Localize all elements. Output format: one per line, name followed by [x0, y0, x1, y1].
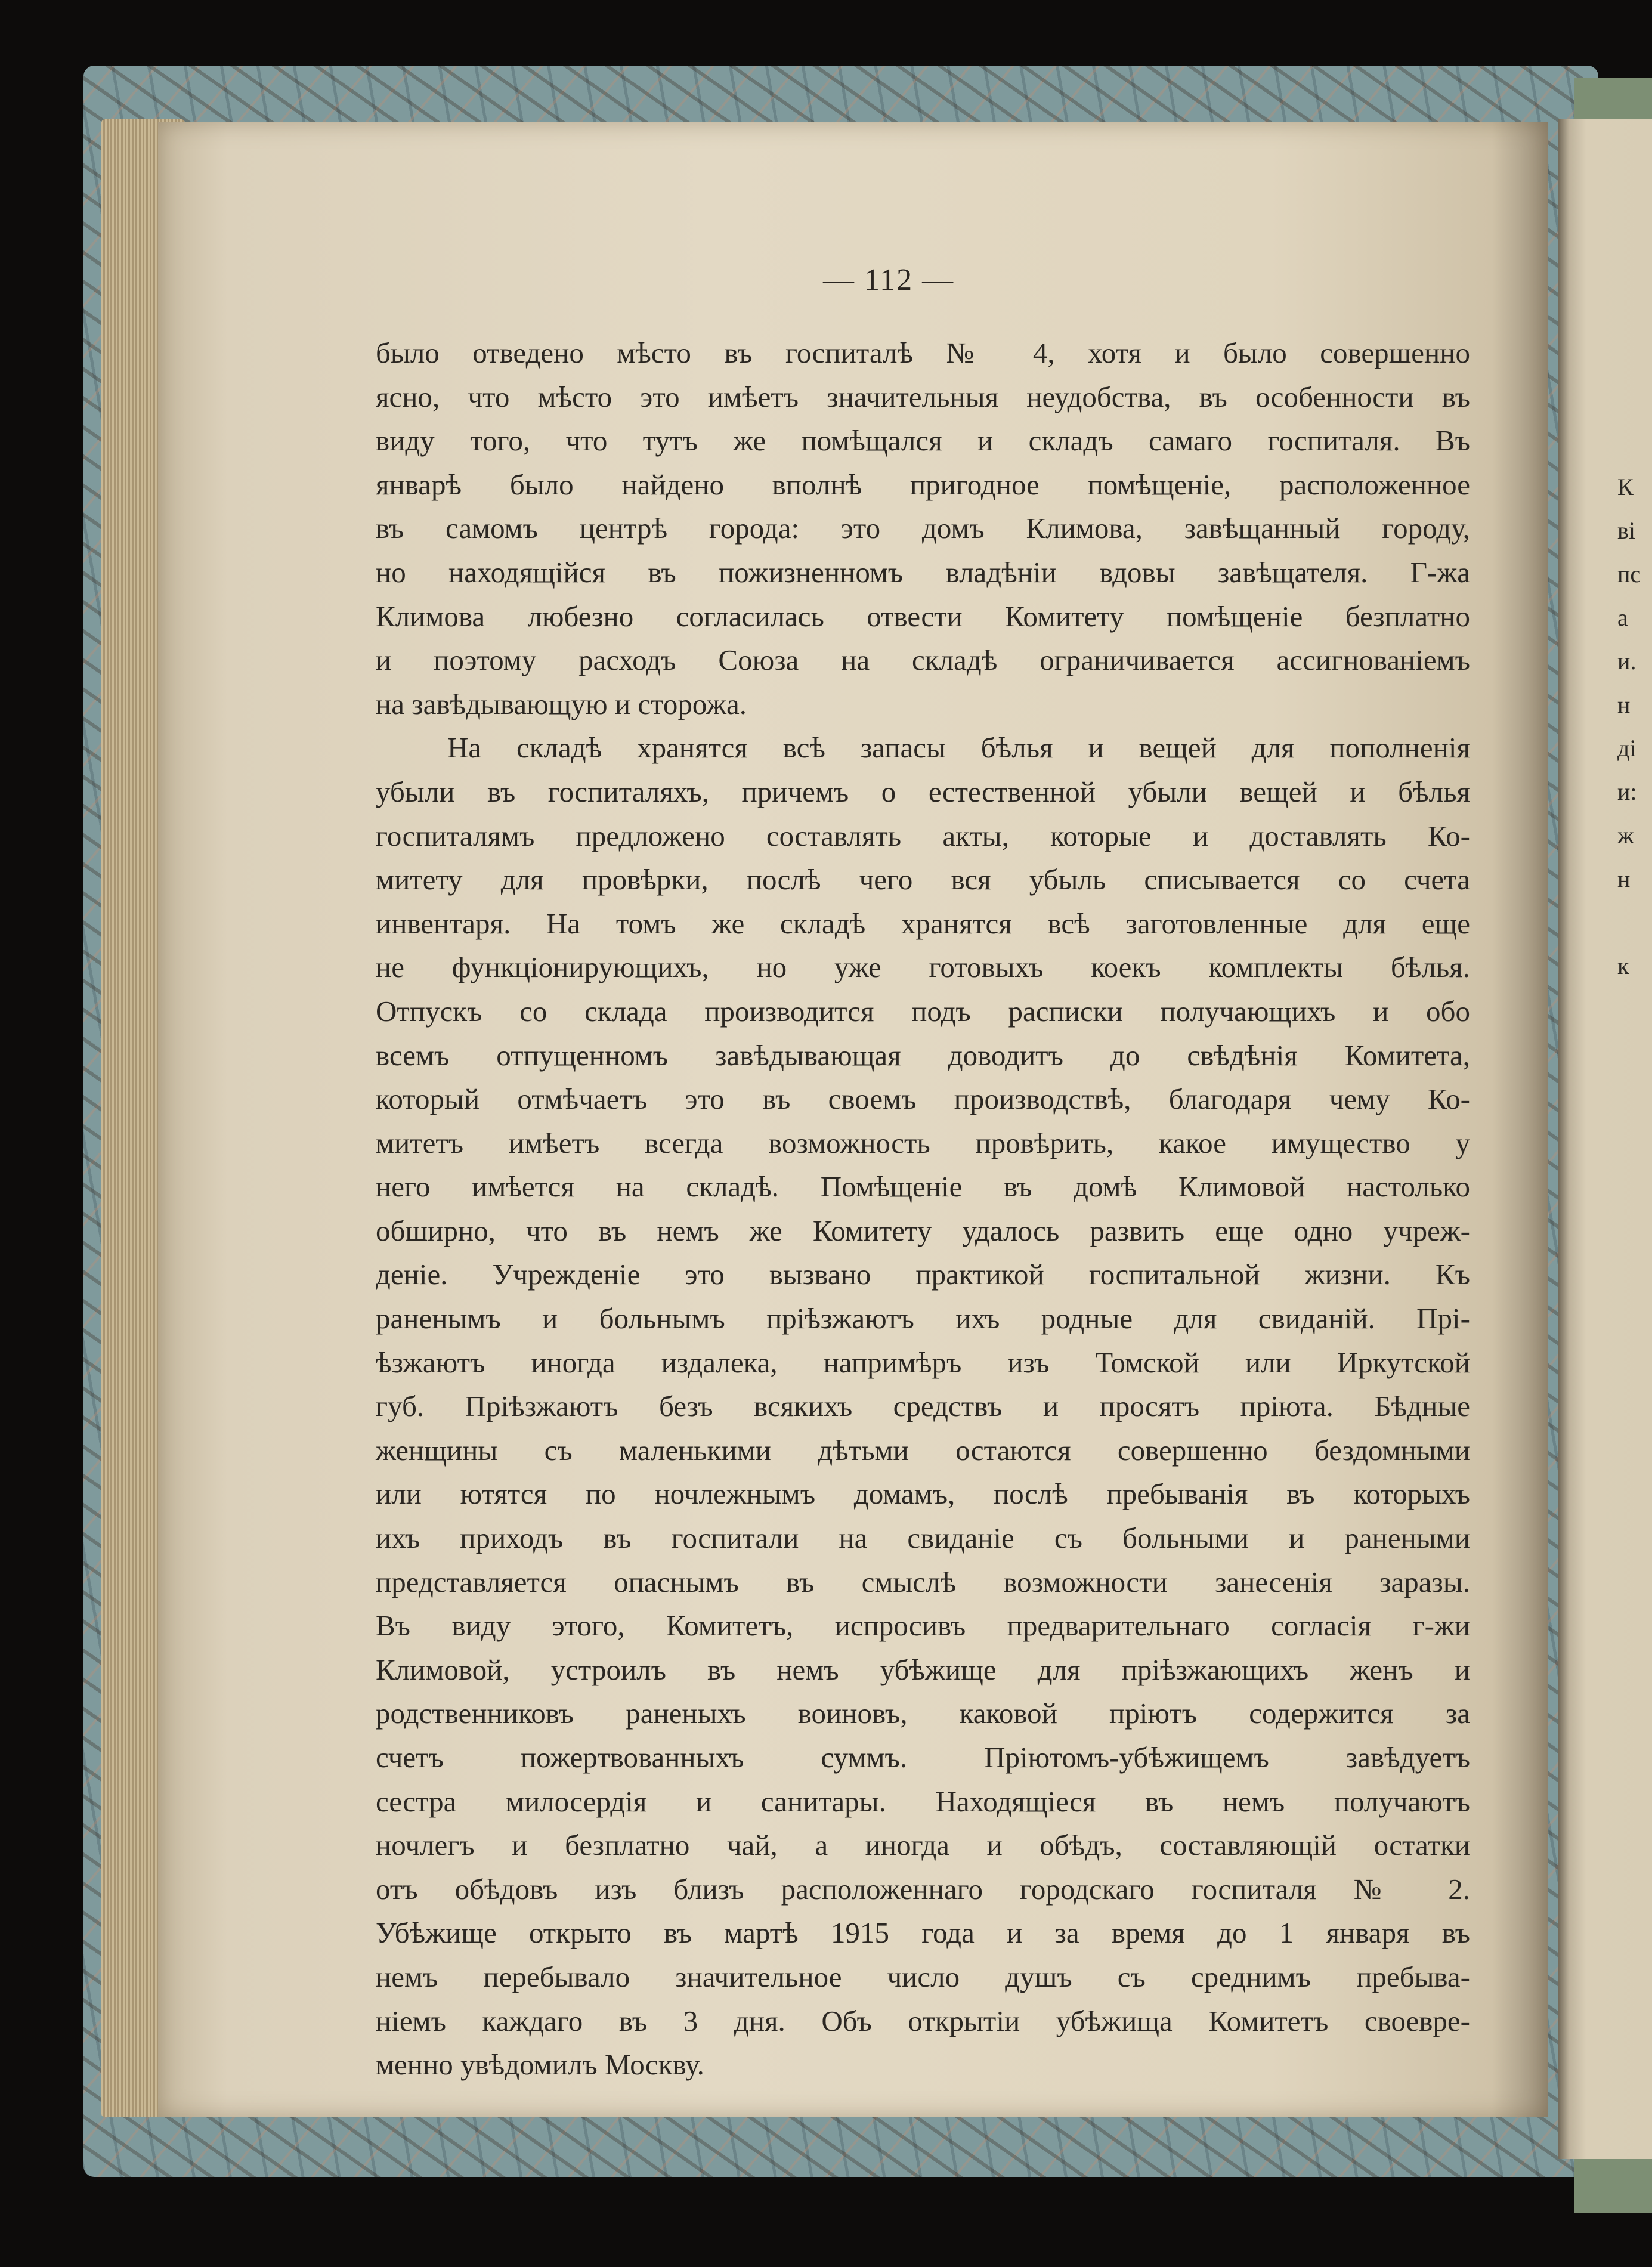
text-line: ночлегъ и безплатно чай, а иногда и обѣдъ, составляющій остатки: [376, 1829, 1470, 1862]
text-line: женщины съ маленькими дѣтьми остаются совершенно бездомными: [376, 1433, 1470, 1467]
text-line: губ. Пріѣзжаютъ безъ всякихъ средствъ и просятъ пріюта. Бѣдные: [376, 1390, 1470, 1423]
text-line: январѣ было найдено вполнѣ пригодное помѣщеніе, расположенное: [376, 468, 1470, 501]
text-line: убыли въ госпиталяхъ, причемъ о естественной убыли вещей и бѣлья: [376, 775, 1470, 808]
text-line: не функціонирующихъ, но уже готовыхъ коекъ комплекты бѣлья.: [376, 951, 1470, 984]
text-line: ѣзжаютъ иногда издалека, напримѣръ изъ Томской или Иркутской: [376, 1346, 1470, 1379]
text-line: госпиталямъ предложено составлять акты, которые и доставлять Ко-: [376, 819, 1470, 852]
facing-page-fragment: пс: [1617, 561, 1641, 587]
facing-page-fragment: [1617, 901, 1652, 944]
facing-page-fragment: а: [1617, 604, 1628, 631]
text-line: ихъ приходъ въ госпитали на свиданіе съ больными и ранеными: [376, 1521, 1470, 1555]
text-line: митету для провѣрки, послѣ чего вся убыль списывается со счета: [376, 863, 1470, 896]
facing-page-fragment: и:: [1617, 778, 1637, 805]
text-line: но находящійся въ пожизненномъ владѣніи вдовы завѣщателя. Г-жа: [376, 555, 1470, 589]
text-line: Климовой, устроилъ въ немъ убѣжище для пріѣзжающихъ женъ и: [376, 1653, 1470, 1686]
text-line: Убѣжище открыто въ мартѣ 1915 года и за время до 1 января въ: [376, 1916, 1470, 1950]
text-line: немъ перебывало значительное число душъ съ среднимъ пребыва-: [376, 1960, 1470, 1993]
facing-page-fragment: ді: [1617, 735, 1636, 762]
text-line: Въ виду этого, Комитетъ, испросивъ предварительнаго согласія г-жи: [376, 1609, 1470, 1643]
page-number: — 112 —: [823, 263, 955, 297]
facing-page-fragment: К: [1617, 474, 1634, 500]
text-line: всемъ отпущенномъ завѣдывающая доводитъ до свѣдѣнія Комитета,: [376, 1038, 1470, 1072]
body-text: [376, 331, 1470, 2087]
facing-page-fragment: н: [1617, 691, 1631, 718]
text-line: родственниковъ раненыхъ воиновъ, каковой пріютъ содержится за: [376, 1697, 1470, 1730]
facing-page-fragment: к: [1617, 952, 1629, 979]
text-line: инвентаря. На томъ же складѣ хранятся всѣ заготовленные для еще: [376, 907, 1470, 940]
facing-page: [1558, 119, 1652, 2159]
facing-page-text: [1617, 465, 1652, 988]
facing-page-fragment: ві: [1617, 517, 1635, 544]
text-line: Отпускъ со склада производится подъ расписки получающихъ и обо: [376, 994, 1470, 1028]
text-line: отъ обѣдовъ изъ близъ расположеннаго городскаго госпиталя № 2.: [376, 1872, 1470, 1906]
text-line: митетъ имѣетъ всегда возможность провѣрить, какое имущество у: [376, 1126, 1470, 1159]
text-line: или ютятся по ночлежнымъ домамъ, послѣ пребыванія въ которыхъ: [376, 1477, 1470, 1511]
text-line: деніе. Учрежденіе это вызвано практикой госпитальной жизни. Къ: [376, 1258, 1470, 1291]
text-line: виду того, что тутъ же помѣщался и складъ самаго госпиталя. Въ: [376, 424, 1470, 457]
text-line: на завѣдывающую и сторожа.: [376, 687, 747, 720]
text-line: Климова любезно согласилась отвести Комитету помѣщеніе безплатно: [376, 599, 1470, 633]
text-line: него имѣется на складѣ. Помѣщеніе въ домѣ Климовой настолько: [376, 1170, 1470, 1204]
text-line: ніемъ каждаго въ 3 дня. Объ открытіи убѣжища Комитетъ своевре-: [376, 2004, 1470, 2037]
facing-page-fragment: и.: [1617, 648, 1636, 675]
facing-page-fragment: ж: [1617, 822, 1634, 849]
text-line: раненымъ и больнымъ пріѣзжаютъ ихъ родные для свиданій. Прі-: [376, 1302, 1470, 1335]
text-line: который отмѣчаетъ это въ своемъ производствѣ, благодаря чему Ко-: [376, 1083, 1470, 1116]
text-line: сестра милосердія и санитары. Находящіеся въ немъ получаютъ: [376, 1784, 1470, 1818]
text-line: было отведено мѣсто въ госпиталѣ № 4, хотя и было совершенно: [376, 336, 1470, 369]
text-line: въ самомъ центрѣ города: это домъ Климова, завѣщанный городу,: [376, 512, 1470, 545]
text-line: ясно, что мѣсто это имѣетъ значительныя неудобства, въ особенности въ: [376, 380, 1470, 413]
facing-page-fragment: н: [1617, 865, 1631, 892]
text-line: обширно, что въ немъ же Комитету удалось развить еще одно учреж-: [376, 1214, 1470, 1247]
text-line: представляется опаснымъ въ смыслѣ возможности занесенія заразы.: [376, 1565, 1470, 1598]
text-line: счетъ пожертвованныхъ суммъ. Пріютомъ-убѣжищемъ завѣдуетъ: [376, 1741, 1470, 1774]
text-line: На складѣ хранятся всѣ запасы бѣлья и вещей для пополненія: [447, 731, 1470, 765]
text-line: и поэтому расходъ Союза на складѣ ограничивается ассигнованіемъ: [376, 644, 1470, 677]
text-line: менно увѣдомилъ Москву.: [376, 2048, 704, 2082]
